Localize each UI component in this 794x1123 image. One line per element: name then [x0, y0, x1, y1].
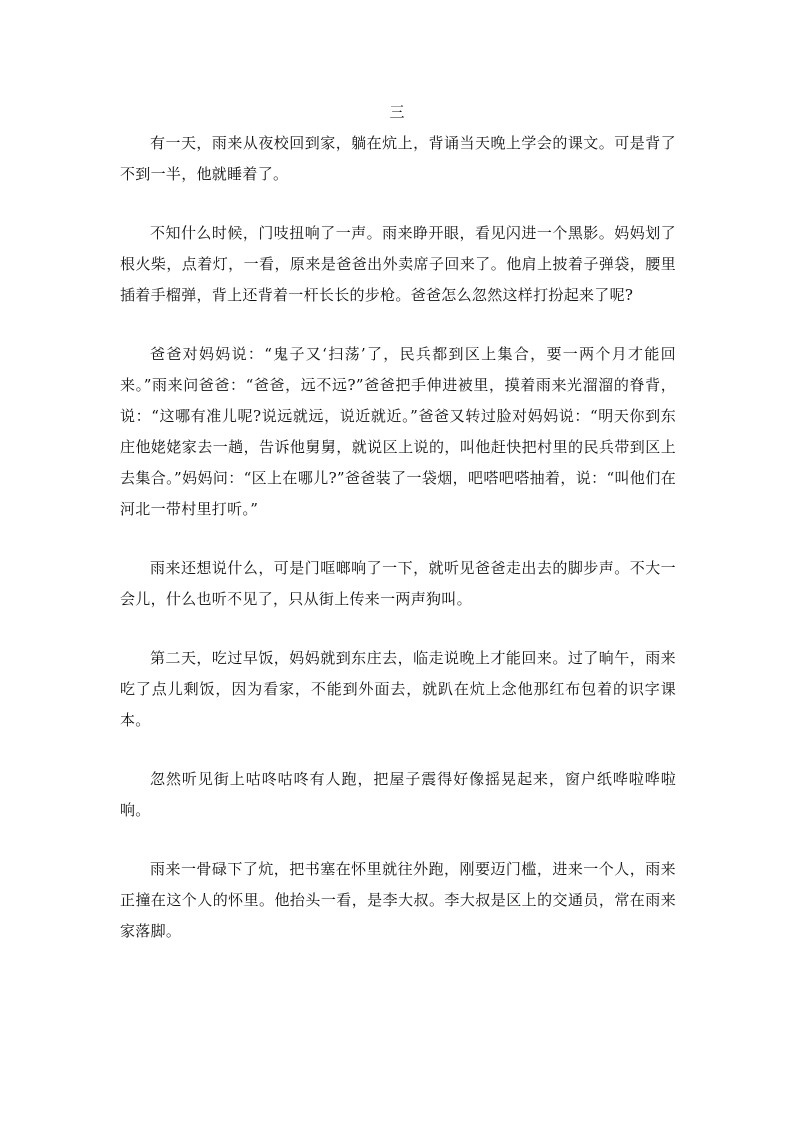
paragraph-6: 忽然听见街上咕咚咕咚有人跑，把屋子震得好像摇晃起来，窗户纸哗啦哗啦响。: [120, 770, 676, 819]
paragraph-3: 爸爸对妈妈说：“鬼子又‘扫荡’了，民兵都到区上集合，要一两个月才能回来。”雨来问爸爸：“爸爸，远不远?”爸爸把手伸进被里，摸着雨来光溜溜的脊背，说：“这哪有准儿呢?说远就远，说近就近。”爸爸又转过脸对妈妈说：“明天你到东庄他姥姥家去一趟，告诉他舅舅，就说区上说的，叫他赶快把村里的民兵带到区上去集合。”妈妈问：“区上在哪儿?”爸爸装了一袋烟，吧嗒吧嗒抽着，说：“叫他们在河北一带村里打听。”: [120, 345, 676, 518]
paragraph-7: 雨来一骨碌下了炕，把书塞在怀里就往外跑，刚要迈门槛，进来一个人，雨来正撞在这个人的怀里。他抬头一看，是李大叔。李大叔是区上的交通员，常在雨来家落脚。: [120, 860, 676, 940]
paragraph-2: 不知什么时候，门吱扭响了一声。雨来睁开眼，看见闪进一个黑影。妈妈划了根火柴，点着灯，一看，原来是爸爸出外卖席子回来了。他肩上披着子弹袋，腰里插着手榴弹，背上还背着一杆长长的步枪。爸爸怎么忽然这样打扮起来了呢?: [120, 224, 676, 304]
section-title: 三: [389, 103, 405, 121]
paragraph-4: 雨来还想说什么，可是门哐啷响了一下，就听见爸爸走出去的脚步声。不大一会儿，什么也听不见了，只从街上传来一两声狗叫。: [120, 559, 676, 608]
paragraph-1: 有一天，雨来从夜校回到家，躺在炕上，背诵当天晚上学会的课文。可是背了不到一半，他就睡着了。: [120, 134, 676, 183]
paragraph-5: 第二天，吃过早饭，妈妈就到东庄去，临走说晚上才能回来。过了晌午，雨来吃了点儿剩饭，因为看家，不能到外面去，就趴在炕上念他那红布包着的识字课本。: [120, 649, 676, 729]
document-body: [120, 128, 676, 975]
